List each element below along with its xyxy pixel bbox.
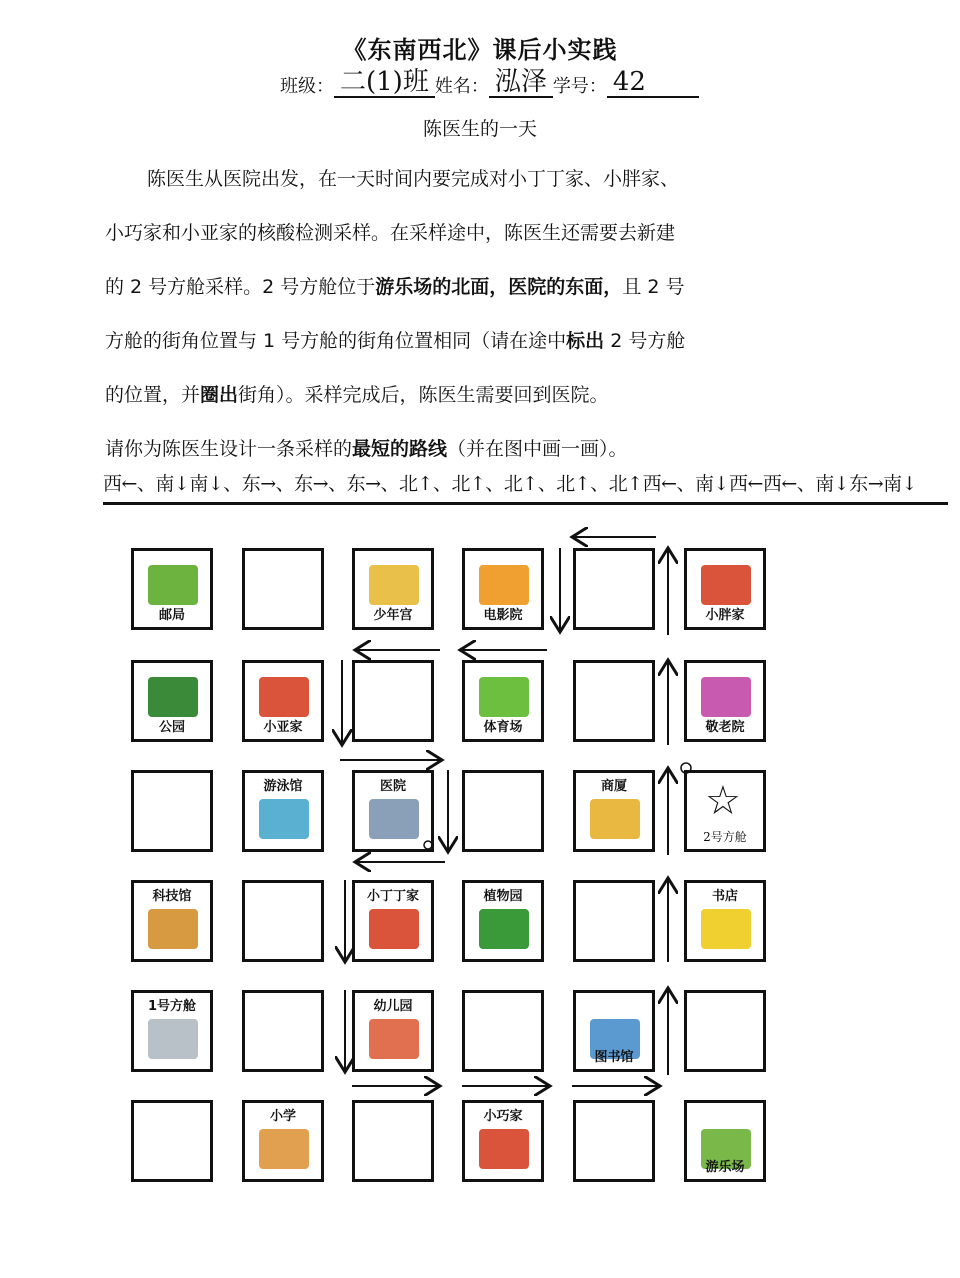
name-value: 泓泽	[489, 68, 553, 98]
bold-text: 游乐场的北面，医院的东面，	[375, 276, 623, 298]
class-value: 二(1)班	[334, 68, 435, 98]
text: 2 号方舱	[604, 330, 686, 352]
handwritten-route-answer: 西←、南↓南↓、东→、东→、东→、北↑、北↑、北↑、北↑、北↑西←、南↓西←西←、南↓东→南↓	[103, 466, 948, 505]
block-label: 邮局	[158, 608, 185, 623]
corner-circle-mark	[681, 763, 691, 773]
block-label: 敬老院	[705, 720, 745, 735]
block-label: 书店	[711, 889, 738, 904]
block-label: 电影院	[483, 608, 523, 623]
text: （并在图中画一画）。	[447, 438, 628, 460]
block-label: 小胖家	[705, 608, 745, 623]
block-label: 小丁丁家	[366, 889, 419, 904]
block-label: 1号方舱	[147, 999, 197, 1014]
text: 且 2 号	[622, 276, 685, 298]
text: 方舱的街角位置与 1 号方舱的街角位置相同（请在途中	[105, 330, 567, 352]
text: 的 2 号方舱采样。2 号方舱位于	[105, 276, 376, 298]
name-label: 姓名：	[434, 76, 489, 97]
block-label: 游泳馆	[263, 779, 303, 794]
block-label: 小亚家	[263, 720, 303, 735]
worksheet-title: 《东南西北》课后小实践	[342, 36, 618, 64]
block-label: 小学	[269, 1109, 296, 1124]
bold-text: 圈出	[200, 384, 239, 406]
block-label: 少年宫	[373, 608, 413, 623]
class-label: 班级：	[280, 76, 334, 97]
para-line: 陈医生从医院出发，在一天时间内要完成对小丁丁家、小胖家、	[147, 168, 680, 190]
block-label: 游乐场	[705, 1160, 745, 1175]
block-label: 小巧家	[483, 1109, 523, 1124]
block-label: 体育场	[483, 720, 523, 735]
bold-text: 标出	[566, 330, 605, 352]
block-label: 幼儿园	[373, 999, 413, 1014]
number-label: 学号：	[552, 76, 607, 97]
para-line: 小巧家和小亚家的核酸检测采样。在采样途中，陈医生还需要去新建	[105, 222, 676, 244]
block-label: 商厦	[600, 779, 627, 794]
number-value: 42	[607, 68, 699, 98]
text: 请你为陈医生设计一条采样的	[105, 438, 353, 460]
block-label: 医院	[379, 779, 406, 794]
corner-circle-mark	[424, 841, 432, 849]
subtitle: 陈医生的一天	[422, 118, 537, 140]
block-label: 图书馆	[594, 1050, 634, 1065]
bold-text: 最短的路线	[352, 438, 448, 460]
text: 街角）。采样完成后，陈医生需要回到医院。	[238, 384, 609, 406]
block-label: 植物园	[483, 889, 523, 904]
star-icon: ☆	[705, 778, 741, 824]
text: 的位置，并	[105, 384, 201, 406]
block-label: 公园	[158, 720, 185, 735]
block-label: 2号方舱	[703, 830, 747, 844]
block-label: 科技馆	[152, 889, 192, 904]
